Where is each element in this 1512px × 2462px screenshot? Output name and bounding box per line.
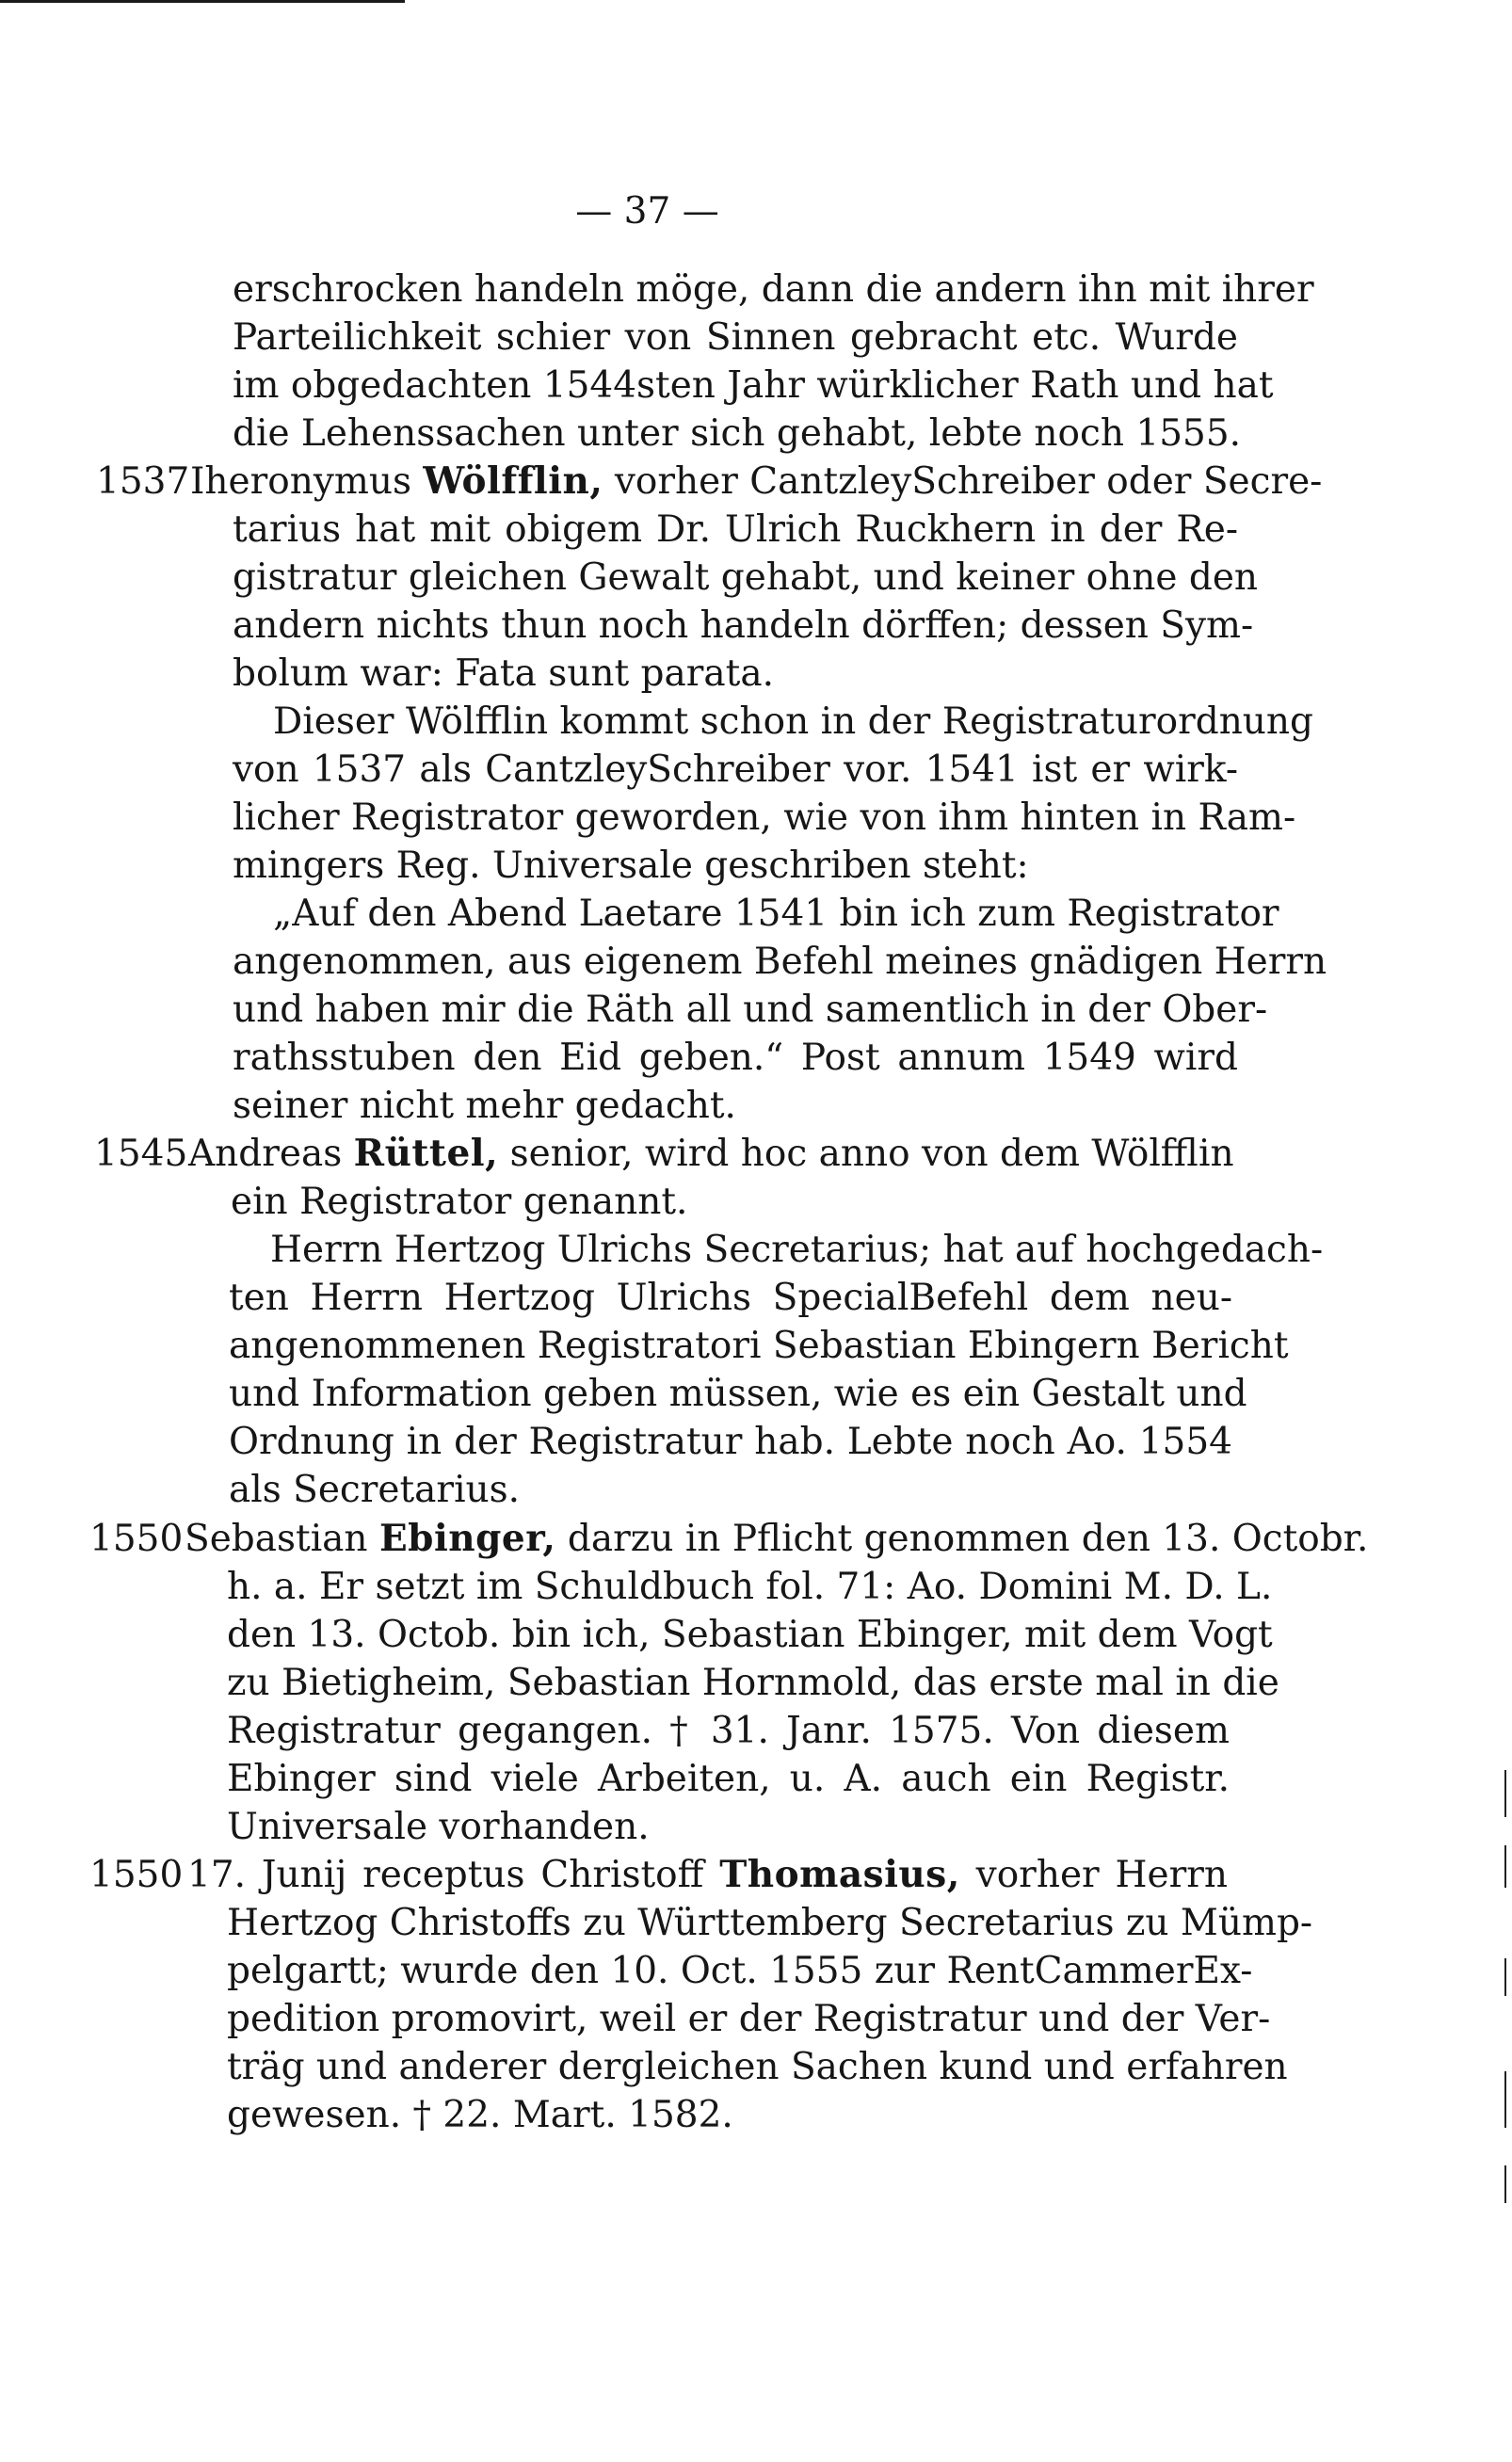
page-number: — 37 — — [575, 190, 719, 233]
text-line: Ebinger sind viele Arbeiten, u. A. auch ein Registr. — [227, 1758, 1230, 1800]
text-line: Universale vorhanden. — [227, 1806, 650, 1848]
text-line: im obgedachten 1544sten Jahr würklicher Rath und hat — [233, 364, 1274, 407]
entry-name-suffix: darzu in Pflicht genommen den 13. Octobr. — [567, 1518, 1369, 1560]
text-line: bolum war: Fata sunt parata. — [233, 652, 774, 695]
entry-name-suffix: senior, wird hoc anno von dem Wölfflin — [509, 1133, 1234, 1175]
entry-year: 1545 — [94, 1133, 188, 1175]
text-line: angenommen, aus eigenem Befehl meines gnädigen Herrn — [233, 941, 1327, 983]
text-line: Herrn Hertzog Ulrichs Secretarius; hat auf hochgedach- — [270, 1229, 1324, 1271]
scan-mark — [1504, 2165, 1506, 2203]
text-line: ten Herrn Hertzog Ulrichs SpecialBefehl dem neu- — [229, 1277, 1232, 1319]
text-line: Dieser Wölfflin kommt schon in der Registraturordnung — [273, 700, 1314, 743]
text-line: erschrocken handeln möge, dann die andern ihn mit ihrer — [233, 268, 1314, 311]
text-line: pelgartt; wurde den 10. Oct. 1555 zur RentCammerEx- — [227, 1950, 1253, 1992]
scan-mark — [1504, 1958, 1506, 1996]
text-line: „Auf den Abend Laetare 1541 bin ich zum Registrator — [273, 893, 1279, 935]
entry-first-line — [188, 1130, 1233, 1178]
text-line: Parteilichkeit schier von Sinnen gebracht etc. Wurde — [233, 316, 1238, 359]
text-line: gistratur gleichen Gewalt gehabt, und keiner ohne den — [233, 556, 1259, 599]
text-line: h. a. Er setzt im Schuldbuch fol. 71: Ao. Domini M. D. L. — [227, 1566, 1273, 1608]
text-line: zu Bietigheim, Sebastian Hornmold, das erste mal in die — [227, 1662, 1279, 1704]
text-line: tarius hat mit obigem Dr. Ulrich Ruckhern in der Re- — [233, 508, 1238, 551]
entry-year: 1550 — [89, 1854, 184, 1896]
text-line: licher Registrator geworden, wie von ihm hinten in Ram- — [233, 797, 1296, 839]
scan-mark — [1504, 2071, 1506, 2128]
text-line: pedition promovirt, weil er der Registratur und der Ver- — [227, 1998, 1271, 2040]
entry-name: Rüttel, — [353, 1132, 499, 1175]
scan-mark — [1504, 1845, 1506, 1888]
text-line: Registratur gegangen. † 31. Janr. 1575. Von diesem — [227, 1710, 1230, 1752]
text-line: rathsstuben den Eid geben.“ Post annum 1549 wird — [233, 1037, 1238, 1079]
text-line: träg und anderer dergleichen Sachen kund und erfahren — [227, 2046, 1288, 2088]
text-line: Hertzog Christoffs zu Württemberg Secretarius zu Mümp- — [227, 1902, 1313, 1944]
entry-year: 1550 — [89, 1518, 184, 1560]
entry-name-prefix: Iheronymus — [190, 460, 411, 503]
text-line: und haben mir die Räth all und samentlich in der Ober- — [233, 989, 1268, 1031]
entry-first-line — [190, 458, 1323, 506]
text-line: gewesen. † 22. Mart. 1582. — [227, 2094, 733, 2136]
text-line: von 1537 als CantzleySchreiber vor. 1541 ist er wirk- — [233, 748, 1238, 791]
entry-name-prefix: Sebastian — [185, 1518, 368, 1560]
entry-first-line — [185, 1515, 1369, 1563]
text-line: die Lehenssachen unter sich gehabt, lebte noch 1555. — [233, 412, 1242, 455]
text-line: angenommenen Registratori Sebastian Ebingern Bericht — [229, 1325, 1289, 1367]
entry-name-prefix: Andreas — [188, 1133, 343, 1175]
entry-name-suffix: vorher Herrn — [975, 1854, 1229, 1896]
entry-name: Ebinger, — [378, 1517, 556, 1560]
text-line: Ordnung in der Registratur hab. Lebte noch Ao. 1554 — [229, 1421, 1232, 1463]
text-line: den 13. Octob. bin ich, Sebastian Ebinger, mit dem Vogt — [227, 1614, 1273, 1656]
text-line: mingers Reg. Universale geschriben steht: — [233, 845, 1029, 887]
text-line: ein Registrator genannt. — [231, 1181, 688, 1223]
entry-year: 1537 — [96, 460, 190, 503]
entry-name-suffix: vorher CantzleySchreiber oder Secre- — [614, 460, 1323, 503]
text-line: als Secretarius. — [229, 1469, 521, 1511]
text-line: andern nichts thun noch handeln dörffen; dessen Sym- — [233, 604, 1254, 647]
entry-first-line — [187, 1851, 1228, 1899]
entry-name-prefix: 17. Junij receptus Christoff — [187, 1854, 704, 1896]
entry-name: Wölfflin, — [423, 459, 603, 503]
text-line: und Information geben müssen, wie es ein Gestalt und — [229, 1373, 1247, 1415]
text-line: seiner nicht mehr gedacht. — [233, 1085, 736, 1127]
entry-name: Thomasius, — [719, 1853, 960, 1896]
scan-mark — [1504, 1770, 1506, 1817]
